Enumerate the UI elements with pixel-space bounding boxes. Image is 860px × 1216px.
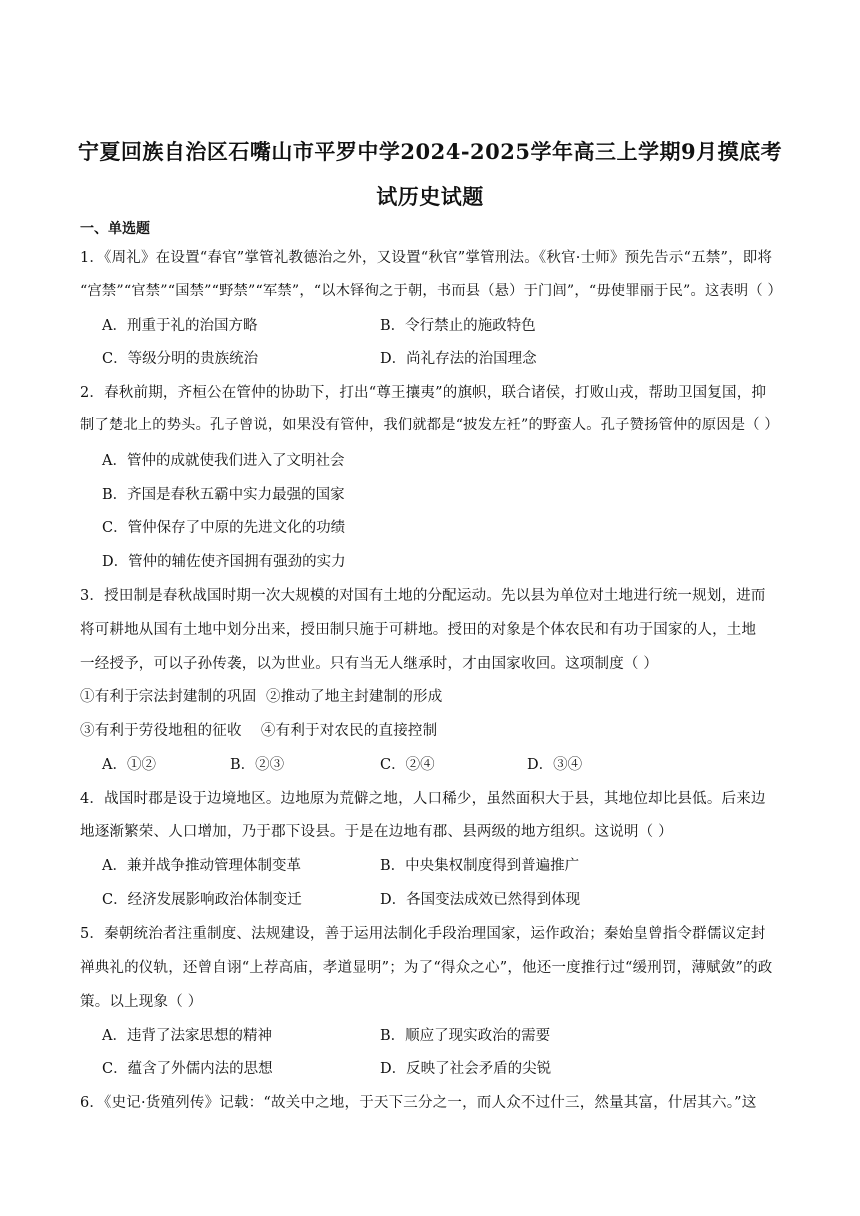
question-text: 5．秦朝统治者注重制度、法规建设，善于运用法制化手段治理国家，运作政治；秦始皇曾指令群儒议定封 [80, 926, 766, 942]
question-text: 2．春秋前期，齐桓公在管仲的协助下，打出“尊王攘夷”的旗帜，联合诸侯，打败山戎，帮助卫国复国，抑 [80, 385, 767, 401]
option-a: A．刑重于礼的治国方略 [102, 318, 258, 334]
option-a: A．违背了法家思想的精神 [102, 1028, 272, 1044]
option-b: B．②③ [230, 757, 285, 773]
option-d: D．反映了社会矛盾的尖锐 [380, 1061, 552, 1077]
question-text: 一经授予，可以子孙传袭，以为世业。只有当无人继承时，才由国家收回。这项制度（ ） [80, 656, 659, 672]
option-d: D．管仲的辅佐使齐国拥有强劲的实力 [102, 554, 346, 570]
statement-line: ③有利于劳役地租的征收 ④有利于对农民的直接控制 [80, 723, 438, 739]
question-text: 4．战国时郡是设于边境地区。边地原为荒僻之地，人口稀少，虽然面积大于县，其地位却比县低。后来边 [80, 791, 766, 807]
question-text: 策。以上现象（ ） [80, 994, 203, 1010]
question-text: 6．《史记·货殖列传》记载：“故关中之地，于天下三分之一，而人众不过什三，然量其富，什居其六。”这 [80, 1095, 757, 1111]
document-title-line1: 宁夏回族自治区石嘴山市平罗中学2024-2025学年高三上学期9月摸底考 [77, 139, 783, 164]
option-b: B．顺应了现实政治的需要 [380, 1028, 551, 1044]
option-b: B．中央集权制度得到普遍推广 [380, 858, 580, 874]
option-d: D．各国变法成效已然得到体现 [380, 892, 581, 908]
option-c: C．②④ [380, 757, 435, 773]
option-c: C．蕴含了外儒内法的思想 [102, 1061, 273, 1077]
option-b: B．令行禁止的施政特色 [380, 318, 536, 334]
question-text: 3．授田制是春秋战国时期一次大规模的对国有土地的分配运动。先以县为单位对土地进行统一规划，进而 [80, 588, 766, 604]
section-heading: 一、单选题 [80, 221, 150, 237]
option-d: D．尚礼存法的治国理念 [380, 351, 537, 367]
question-text: 1．《周礼》在设置“春官”掌管礼教德治之外，又设置“秋官”掌管刑法。《秋官·士师》预先告示“五禁”，即将 [80, 250, 773, 266]
question-text: 将可耕地从国有土地中划分出来，授田制只施于可耕地。授田的对象是个体农民和有功于国家的人，土地 [80, 622, 757, 638]
option-a: A．管仲的成就使我们进入了文明社会 [102, 453, 345, 469]
question-text: 制了楚北上的势头。孔子曾说，如果没有管仲，我们就都是“披发左衽”的野蛮人。孔子赞扬管仲的原因是（ ） [80, 417, 779, 433]
statement-line: ①有利于宗法封建制的巩固 ②推动了地主封建制的形成 [80, 689, 443, 705]
question-text: 地逐渐繁荣、人口增加，乃于郡下设县。于是在边地有郡、县两级的地方组织。这说明（ ） [80, 824, 673, 840]
option-a: A．①② [102, 757, 156, 773]
option-a: A．兼并战争推动管理体制变革 [102, 858, 301, 874]
option-c: C．等级分明的贵族统治 [102, 351, 259, 367]
document-title-line2: 试历史试题 [376, 184, 484, 209]
option-b: B．齐国是春秋五霸中实力最强的国家 [102, 487, 345, 503]
option-d: D．③④ [527, 757, 583, 773]
option-c: C．管仲保存了中原的先进文化的功绩 [102, 520, 346, 536]
question-text: 禅典礼的仪轨，还曾自诩“上荐高庙，孝道显明”；为了“得众之心”，他还一度推行过“缓刑罚，薄赋敛”的政 [80, 960, 773, 976]
question-text: “宫禁”“官禁”“国禁”“野禁”“军禁”，“以木铎徇之于朝，书而县（悬）于门闾”，“毋使罪丽于民”。这表明（ ） [80, 283, 782, 299]
option-c: C．经济发展影响政治体制变迁 [102, 892, 302, 908]
